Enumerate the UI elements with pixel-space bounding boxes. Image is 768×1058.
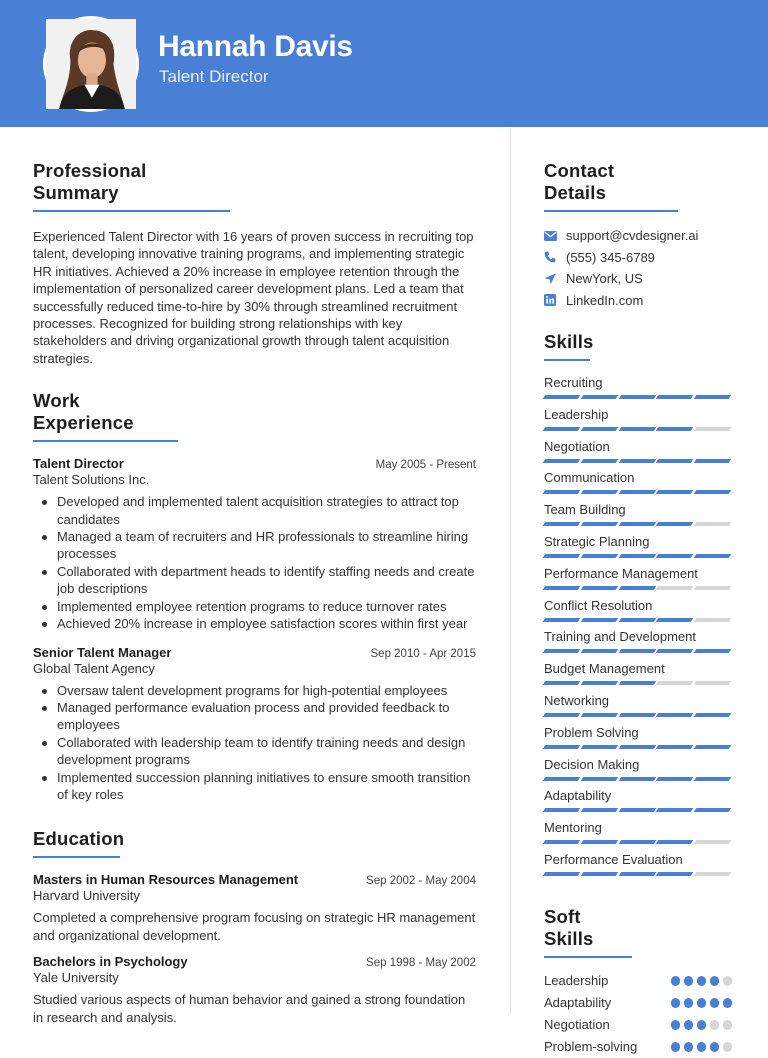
skill-name: Problem Solving xyxy=(544,724,639,740)
job-title: Senior Talent Manager xyxy=(33,644,172,660)
soft-skill-name: Adaptability xyxy=(544,995,612,1011)
soft-skill-name: Negotiation xyxy=(544,1017,610,1033)
skill-level-filled xyxy=(618,649,656,653)
skill-level-filled xyxy=(656,713,694,717)
linkedin-icon xyxy=(544,294,566,306)
education-degree: Masters in Human Resources Management xyxy=(33,872,299,888)
job-dates: May 2005 - Present xyxy=(375,459,476,472)
job-bullet: Managed a team of recruiters and HR professionals to streamline hiring processes xyxy=(42,528,476,563)
skill-level-filled xyxy=(656,427,694,431)
skill-name: Communication xyxy=(544,470,635,486)
skill-name: Mentoring xyxy=(544,820,602,836)
skill-level-filled xyxy=(580,713,618,717)
education-entry xyxy=(33,954,476,1026)
job-header xyxy=(33,456,476,471)
education-heading: Education xyxy=(33,828,120,858)
soft-skill-item xyxy=(544,970,734,992)
contact-item[interactable] xyxy=(544,225,734,247)
skill-level-empty xyxy=(694,840,732,844)
soft-skills-heading: Soft Skills xyxy=(544,906,632,958)
skill-level-filled xyxy=(618,808,656,812)
skill-level-filled xyxy=(618,490,656,494)
skill-name: Conflict Resolution xyxy=(544,597,653,613)
skill-level-filled xyxy=(543,872,581,876)
skill-level-filled xyxy=(694,459,732,463)
skill-level-empty xyxy=(694,681,732,685)
job-company: Talent Solutions Inc. xyxy=(33,472,150,488)
skill-level-filled xyxy=(656,840,694,844)
skill-level-filled xyxy=(580,872,618,876)
location-icon xyxy=(544,273,557,285)
resume-header xyxy=(0,0,768,127)
rating-dot-filled xyxy=(671,1020,681,1030)
skill-level-bar xyxy=(544,586,734,590)
skill-level-empty xyxy=(694,586,732,590)
rating-dot-filled xyxy=(710,998,720,1008)
skill-level-filled xyxy=(694,395,732,399)
skill-name: Recruiting xyxy=(544,375,603,390)
summary-text: Experienced Talent Director with 16 years of proven success in recruiting top talent, developing innovative training programs, and implementing strategic HR initiatives. Achieved a 20% increase in employee retention through the implementation of personalized career development plans. Led a team that successfully reduced time-to-hire by 30% through streamlined recruitment processes. Recognized for building strong relationships with key stakeholders and driving organizational growth through talent acquisition strategies. xyxy=(33,229,474,366)
skill-name: Performance Management xyxy=(544,565,698,581)
rating-dot-filled xyxy=(684,1020,694,1030)
job-entry xyxy=(33,645,476,804)
skill-level-filled xyxy=(543,395,581,399)
skill-level-filled xyxy=(580,840,618,844)
skill-level-filled xyxy=(656,395,694,399)
skill-level-empty xyxy=(694,872,732,876)
contact-text: support@cvdesigner.ai xyxy=(566,228,699,244)
skill-level-bar xyxy=(544,745,734,749)
job-header xyxy=(33,645,476,660)
skill-level-filled xyxy=(656,872,694,876)
skill-item xyxy=(544,502,734,534)
contact-list xyxy=(544,225,734,311)
skill-name: Performance Evaluation xyxy=(544,851,683,867)
skill-level-filled xyxy=(694,713,732,717)
skill-level-bar xyxy=(544,459,734,463)
skill-name: Negotiation xyxy=(544,438,610,454)
skill-level-filled xyxy=(694,808,732,812)
skill-item xyxy=(544,757,734,789)
skill-level-bar xyxy=(544,840,734,844)
skill-name: Strategic Planning xyxy=(544,533,650,549)
skill-level-bar xyxy=(544,808,734,812)
contact-item[interactable] xyxy=(544,290,734,312)
skill-level-bar xyxy=(544,427,734,431)
rating-dot-filled xyxy=(697,1020,707,1030)
education-header xyxy=(33,872,476,887)
skill-level-bar xyxy=(544,713,734,717)
skill-level-filled xyxy=(543,427,581,431)
skill-level-filled xyxy=(618,713,656,717)
skill-level-filled xyxy=(656,459,694,463)
education-degree: Bachelors in Psychology xyxy=(33,954,188,970)
profile-photo-icon xyxy=(46,19,136,109)
phone-icon xyxy=(544,251,566,263)
skill-level-empty xyxy=(694,427,732,431)
soft-skill-rating xyxy=(671,998,733,1008)
job-bullet: Achieved 20% increase in employee satisfaction scores within first year xyxy=(42,615,476,632)
rating-dot-filled xyxy=(710,976,720,986)
rating-dot-empty xyxy=(710,1020,720,1030)
skill-level-filled xyxy=(656,618,694,622)
education-description: Studied various aspects of human behavior and gained a strong foundation in research and analysis. xyxy=(33,992,466,1025)
sidebar-column xyxy=(544,127,734,1058)
soft-skill-name: Problem-solving xyxy=(544,1039,638,1055)
skill-level-filled xyxy=(618,777,656,781)
skill-level-filled xyxy=(694,777,732,781)
skill-level-empty xyxy=(656,681,694,685)
skill-level-filled xyxy=(580,745,618,749)
skill-level-filled xyxy=(618,554,656,558)
skill-level-filled xyxy=(543,522,581,526)
skill-name: Budget Management xyxy=(544,661,665,677)
skill-level-filled xyxy=(580,459,618,463)
skill-level-filled xyxy=(543,459,581,463)
skill-item xyxy=(544,788,734,820)
education-school: Yale University xyxy=(33,970,119,986)
rating-dot-empty xyxy=(723,976,733,986)
rating-dot-filled xyxy=(697,1042,707,1052)
skill-level-filled xyxy=(543,490,581,494)
skill-level-filled xyxy=(618,618,656,622)
skill-level-filled xyxy=(580,554,618,558)
skill-name: Team Building xyxy=(544,502,626,518)
experience-list xyxy=(33,456,476,803)
skill-level-filled xyxy=(694,490,732,494)
skill-item xyxy=(544,407,734,439)
rating-dot-filled xyxy=(684,976,694,986)
skill-level-filled xyxy=(656,808,694,812)
skill-level-filled xyxy=(580,681,618,685)
education-header xyxy=(33,954,476,969)
skill-level-bar xyxy=(544,777,734,781)
soft-skill-name: Leadership xyxy=(544,973,609,989)
candidate-title: Talent Director xyxy=(159,67,269,86)
job-dates: Sep 2010 - Apr 2015 xyxy=(370,647,476,660)
contact-text: (555) 345-6789 xyxy=(566,249,655,265)
job-bullet: Collaborated with department heads to identify staffing needs and create job descriptions xyxy=(42,563,476,598)
skill-level-bar xyxy=(544,554,734,558)
skill-level-filled xyxy=(694,745,732,749)
rating-dot-filled xyxy=(697,998,707,1008)
skill-level-filled xyxy=(618,395,656,399)
linkedin-icon xyxy=(544,294,556,306)
skill-level-filled xyxy=(694,554,732,558)
skill-level-filled xyxy=(656,649,694,653)
summary-heading: Professional Summary xyxy=(33,160,230,212)
skill-level-filled xyxy=(543,777,581,781)
skill-level-filled xyxy=(618,427,656,431)
skill-level-filled xyxy=(618,840,656,844)
job-bullet: Oversaw talent development programs for high-potential employees xyxy=(42,682,476,699)
skills-heading: Skills xyxy=(544,331,590,361)
skill-level-filled xyxy=(543,713,581,717)
rating-dot-empty xyxy=(723,1042,733,1052)
job-bullet: Collaborated with leadership team to identify training needs and design development programs xyxy=(42,734,476,769)
rating-dot-filled xyxy=(684,1042,694,1052)
skill-name: Leadership xyxy=(544,406,609,422)
skill-level-filled xyxy=(694,649,732,653)
candidate-name: Hannah Davis xyxy=(158,30,353,63)
envelope-icon xyxy=(544,231,557,241)
education-dates: Sep 1998 - May 2002 xyxy=(366,957,476,970)
skill-level-filled xyxy=(580,649,618,653)
skill-level-bar xyxy=(544,681,734,685)
contact-heading: Contact Details xyxy=(544,160,678,212)
skill-level-bar xyxy=(544,522,734,526)
skill-level-filled xyxy=(543,618,581,622)
soft-skill-rating xyxy=(671,976,733,986)
job-entry xyxy=(33,456,476,632)
skill-level-filled xyxy=(656,554,694,558)
rating-dot-filled xyxy=(671,1042,681,1052)
skill-item xyxy=(544,661,734,693)
skill-level-filled xyxy=(618,586,656,590)
skill-item xyxy=(544,439,734,471)
rating-dot-filled xyxy=(671,976,681,986)
skills-list xyxy=(544,375,734,884)
education-school: Harvard University xyxy=(33,888,140,904)
column-divider xyxy=(510,127,511,1014)
soft-skill-rating xyxy=(671,1042,733,1052)
skill-level-filled xyxy=(580,395,618,399)
skill-level-filled xyxy=(580,427,618,431)
skill-level-filled xyxy=(543,554,581,558)
job-bullet: Managed performance evaluation process and provided feedback to employees xyxy=(42,699,476,734)
education-entry xyxy=(33,872,476,944)
contact-item[interactable] xyxy=(544,268,734,290)
skill-item xyxy=(544,693,734,725)
skill-item xyxy=(544,566,734,598)
skill-item xyxy=(544,629,734,661)
job-bullet: Implemented succession planning initiatives to ensure smooth transition of key roles xyxy=(42,769,476,804)
skill-level-bar xyxy=(544,618,734,622)
skill-level-filled xyxy=(618,522,656,526)
rating-dot-filled xyxy=(710,1042,720,1052)
skill-name: Networking xyxy=(544,692,610,708)
rating-dot-filled xyxy=(723,998,733,1008)
skill-level-bar xyxy=(544,649,734,653)
job-company: Global Talent Agency xyxy=(33,660,155,676)
rating-dot-filled xyxy=(697,976,707,986)
contact-text: LinkedIn.com xyxy=(566,292,644,308)
skill-item xyxy=(544,820,734,852)
main-column xyxy=(33,127,476,1026)
skill-level-filled xyxy=(580,586,618,590)
skill-level-filled xyxy=(580,777,618,781)
soft-skill-item xyxy=(544,992,734,1014)
phone-icon xyxy=(544,251,556,263)
soft-skills-list xyxy=(544,970,734,1058)
skill-level-filled xyxy=(618,459,656,463)
skill-level-filled xyxy=(618,872,656,876)
job-bullet: Implemented employee retention programs to reduce turnover rates xyxy=(42,598,476,615)
experience-heading: Work Experience xyxy=(33,390,178,442)
skill-item xyxy=(544,598,734,630)
skill-item xyxy=(544,534,734,566)
skill-level-bar xyxy=(544,395,734,399)
skill-item xyxy=(544,375,734,407)
skill-level-filled xyxy=(580,808,618,812)
skill-name: Adaptability xyxy=(544,788,612,804)
skill-level-filled xyxy=(580,618,618,622)
soft-skill-rating xyxy=(671,1020,733,1030)
education-list xyxy=(33,872,476,1026)
skill-level-filled xyxy=(656,490,694,494)
skill-level-bar xyxy=(544,872,734,876)
soft-skill-item xyxy=(544,1014,734,1036)
skill-level-empty xyxy=(656,586,694,590)
skill-level-empty xyxy=(694,618,732,622)
skill-name: Training and Development xyxy=(544,629,696,645)
rating-dot-filled xyxy=(671,998,681,1008)
skill-level-filled xyxy=(543,681,581,685)
envelope-icon xyxy=(544,231,566,241)
rating-dot-empty xyxy=(723,1020,733,1030)
skill-level-empty xyxy=(694,522,732,526)
skill-level-filled xyxy=(543,586,581,590)
skill-level-filled xyxy=(656,777,694,781)
skill-level-filled xyxy=(543,745,581,749)
job-bullet: Developed and implemented talent acquisition strategies to attract top candidates xyxy=(42,493,476,528)
contact-text: NewYork, US xyxy=(566,271,643,287)
skill-level-filled xyxy=(543,808,581,812)
skill-level-filled xyxy=(656,522,694,526)
rating-dot-filled xyxy=(684,998,694,1008)
education-dates: Sep 2002 - May 2004 xyxy=(366,875,476,888)
skill-level-filled xyxy=(580,490,618,494)
skill-level-filled xyxy=(580,522,618,526)
contact-item[interactable] xyxy=(544,247,734,269)
skill-item xyxy=(544,852,734,884)
job-bullets xyxy=(33,493,476,632)
job-bullets xyxy=(33,682,476,804)
skill-level-filled xyxy=(543,649,581,653)
skill-name: Decision Making xyxy=(544,756,640,772)
education-description: Completed a comprehensive program focusing on strategic HR management and organizational development. xyxy=(33,910,476,943)
profile-photo xyxy=(43,16,139,112)
skill-item xyxy=(544,725,734,757)
job-title: Talent Director xyxy=(33,456,124,472)
location-icon xyxy=(544,273,566,285)
skill-level-filled xyxy=(618,681,656,685)
skill-level-filled xyxy=(656,745,694,749)
skill-level-bar xyxy=(544,490,734,494)
skill-level-filled xyxy=(618,745,656,749)
skill-level-filled xyxy=(543,840,581,844)
soft-skill-item xyxy=(544,1036,734,1058)
skill-item xyxy=(544,470,734,502)
